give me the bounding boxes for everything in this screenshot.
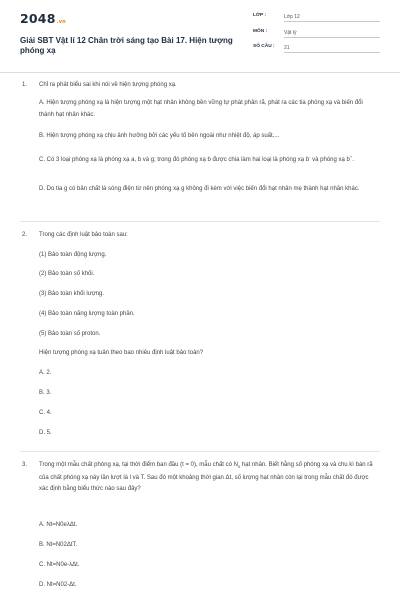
question-2-statement-2: (2) Bảo toàn số khối. [39, 271, 95, 277]
question-2-option-d: D. 5. [39, 430, 52, 436]
question-1-text: Chỉ ra phát biểu sai khi nói về hiện tượng phóng xạ. [39, 82, 177, 88]
question-1-option-c: C. Có 3 loại phóng xạ là phóng xạ a, b và g; trong đó phóng xạ b được chia làm hai loại là phóng xạ b- và phóng xạ b+. [39, 154, 354, 163]
question-1-option-b: B. Hiện tượng phóng xạ chịu ảnh hưởng bởi các yếu tố bên ngoài như nhiệt độ, áp suất,... [39, 133, 280, 139]
document-title: Giải SBT Vật lí 12 Chân trời sáng tạo Bài 17. Hiện tượng phóng xạ [20, 36, 233, 55]
question-1-option-d: D. Do tia g có bản chất là sóng điện từ nên phóng xạ g không đi kèm với việc biến đổi hạt nhân mẹ thành hạt nhân khác. [39, 186, 360, 192]
meta-class-label: LỚP : [253, 13, 267, 18]
question-2-statement-3: (3) Bảo toàn khối lượng. [39, 291, 104, 297]
question-2-number: 2. [22, 232, 28, 238]
question-3-text-part2: hạt nhân. Biết hằng số phóng xạ và chu kì bán rã của chất phóng xạ này lần lượt là l và T. Sau đó một khoảng thời gian Δt, số lượng hạt nhân còn lại trong mẫu chất đó được xác định bằng biểu thức nào sau đây? [39, 462, 373, 493]
question-2-option-c: C. 4. [39, 410, 52, 416]
question-2-statement-5: (5) Bảo toàn số proton. [39, 331, 101, 337]
question-2-statement-4: (4) Bảo toàn năng lượng toàn phần. [39, 311, 135, 317]
meta-subject-value: Vật lý [284, 27, 380, 38]
meta-count-label: SỐ CÂU : [253, 44, 275, 49]
question-2-option-b: B. 3. [39, 390, 52, 396]
question-divider [20, 221, 380, 222]
meta-subject-label: MÔN : [253, 28, 268, 34]
logo-suffix: .vn [56, 19, 66, 25]
question-1-number: 1. [22, 82, 28, 88]
question-3-text-part1: Trong một mẫu chất phóng xạ, tại thời điểm ban đầu (t = 0), mẫu chất có N [39, 462, 238, 468]
question-3-text-subscript: 0 [237, 464, 241, 470]
question-3-option-c: C. Nt=N0e-λΔt. [39, 562, 80, 568]
question-divider [20, 451, 380, 452]
question-2-text: Trong các định luật bảo toàn sau: [39, 232, 128, 238]
question-2-option-a: A. 2. [39, 370, 52, 376]
question-3-option-a: A. Nt=N0eλΔt. [39, 522, 78, 528]
question-2-statement-1: (1) Bảo toàn động lượng. [39, 252, 107, 258]
question-1-option-a: A. Hiện tượng phóng xạ là hiện tượng một hạt nhân không bền vững tự phát phân rã, phát ra các tia phóng xạ và biến đổi thành hạt nhân khác. [39, 100, 363, 118]
question-2-prompt: Hiện tượng phóng xạ tuân theo bao nhiêu định luật bảo toàn? [39, 350, 204, 356]
logo-text: 2048 [20, 11, 56, 26]
question-3-option-b: B. Nt=N02ΔtT. [39, 542, 78, 548]
meta-class-value: Lớp 12 [284, 11, 380, 22]
question-3-number: 3. [22, 462, 28, 468]
question-3-option-d: D. Nt=N02-Δt. [39, 582, 77, 588]
question-3-text [39, 460, 379, 496]
meta-count-value: 21 [284, 42, 380, 53]
